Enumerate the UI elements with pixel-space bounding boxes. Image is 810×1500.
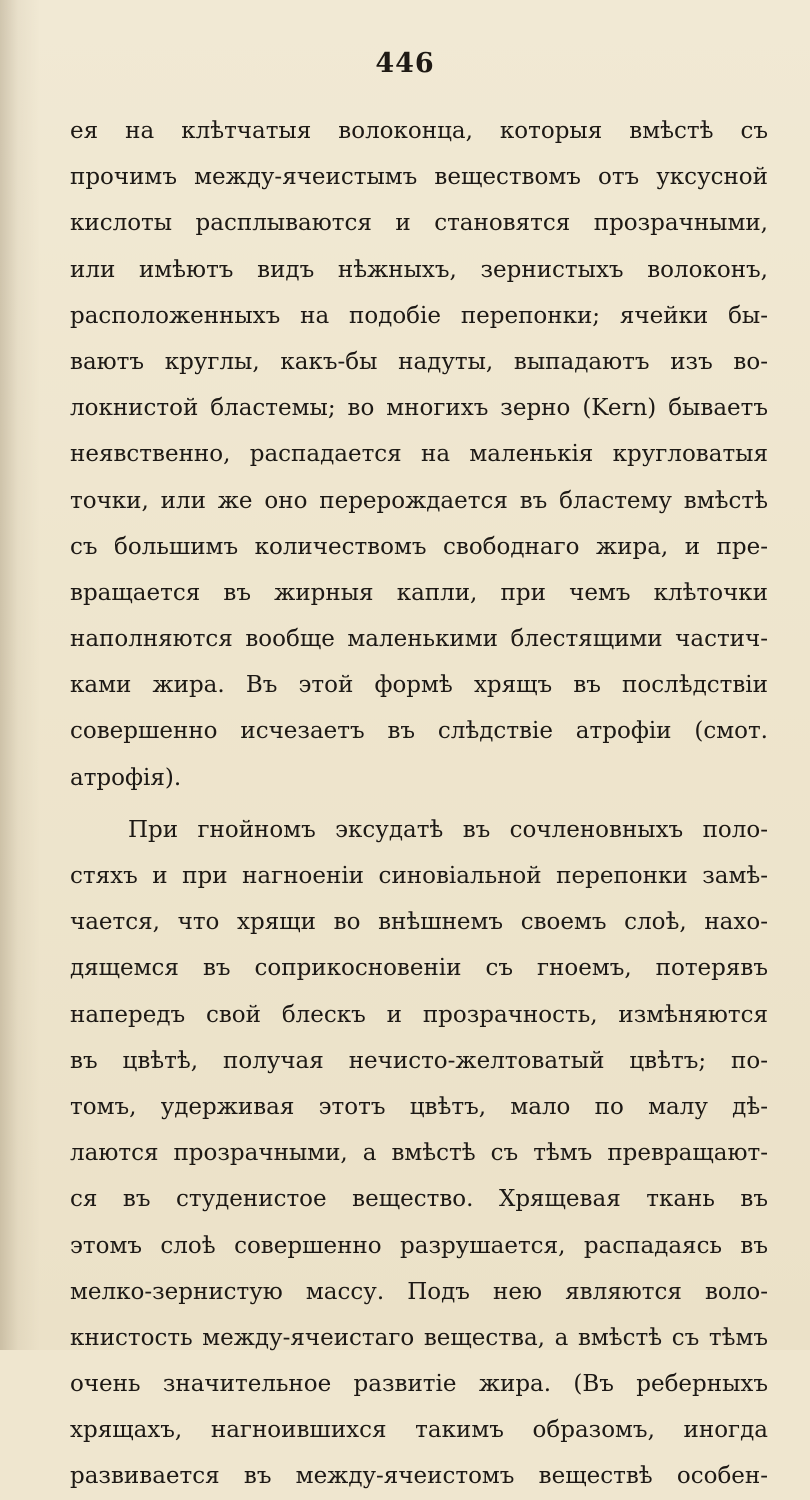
text-line: или имѣютъ видъ нѣжныхъ, зернистыхъ волоконъ, bbox=[70, 256, 768, 283]
paragraph-2 bbox=[70, 807, 768, 1500]
body-text bbox=[70, 108, 768, 1500]
text-line: атрофія). bbox=[70, 764, 182, 791]
text-line: совершенно исчезаетъ въ слѣдствіе атрофіи (смот. bbox=[70, 718, 768, 745]
paragraph-1 bbox=[70, 108, 768, 801]
text-line: хрящахъ, нагноившихся такимъ образомъ, иногда bbox=[70, 1417, 768, 1444]
text-line: напередъ свой блескъ и прозрачность, измѣняются bbox=[70, 1001, 768, 1028]
text-line: книстость между-ячеистаго вещества, а вмѣстѣ съ тѣмъ bbox=[70, 1324, 768, 1351]
text-line: ками жира. Въ этой формѣ хрящъ въ послѣдствіи bbox=[70, 672, 768, 699]
text-line: ваютъ круглы, какъ-бы надуты, выпадаютъ изъ во- bbox=[70, 348, 768, 375]
text-line: ея на клѣтчатыя волоконца, которыя вмѣстѣ съ bbox=[70, 118, 768, 144]
text-line: въ цвѣтѣ, получая нечисто-желтоватый цвѣтъ; по- bbox=[70, 1047, 768, 1074]
text-line: вращается въ жирныя капли, при чемъ клѣточки bbox=[70, 579, 768, 606]
text-line: стяхъ и при нагноеніи синовіальной перепонки замѣ- bbox=[70, 863, 768, 889]
text-line: очень значительное развитіе жира. (Въ реберныхъ bbox=[70, 1371, 768, 1398]
text-line: прочимъ между-ячеистымъ веществомъ отъ уксусной bbox=[70, 164, 768, 191]
page-number: 446 bbox=[375, 48, 435, 79]
text-line: точки, или же оно перерождается въ бластему вмѣстѣ bbox=[70, 487, 768, 514]
text-line: При гнойномъ эксудатѣ въ сочленовныхъ поло- bbox=[128, 816, 768, 843]
text-line: неявственно, распадается на маленькія кругловатыя bbox=[70, 441, 768, 468]
text-line: томъ, удерживая этотъ цвѣтъ, мало по малу дѣ- bbox=[70, 1093, 768, 1120]
text-line: локнистой бластемы; во многихъ зерно (Kern) бываетъ bbox=[70, 395, 768, 422]
text-line: ся въ студенистое вещество. Хрящевая ткань въ bbox=[70, 1186, 768, 1213]
text-line: наполняются вообще маленькими блестящими частич- bbox=[70, 626, 768, 653]
text-line: кислоты расплываются и становятся прозрачными, bbox=[70, 210, 768, 237]
text-line: развивается въ между-ячеистомъ веществѣ особен- bbox=[70, 1463, 768, 1490]
text-line: этомъ слоѣ совершенно разрушается, распадаясь въ bbox=[70, 1232, 768, 1259]
text-line: мелко-зернистую массу. Подъ нею являются воло- bbox=[70, 1278, 768, 1305]
text-line: лаются прозрачными, а вмѣстѣ съ тѣмъ превращают- bbox=[70, 1140, 768, 1167]
text-line: съ большимъ количествомъ свободнаго жира, и пре- bbox=[70, 533, 768, 560]
text-line: дящемся въ соприкосновеніи съ гноемъ, потерявъ bbox=[70, 955, 768, 982]
text-line: чается, что хрящи во внѣшнемъ своемъ слоѣ, нахо- bbox=[70, 909, 768, 936]
text-line: расположенныхъ на подобіе перепонки; ячейки бы- bbox=[70, 302, 768, 329]
